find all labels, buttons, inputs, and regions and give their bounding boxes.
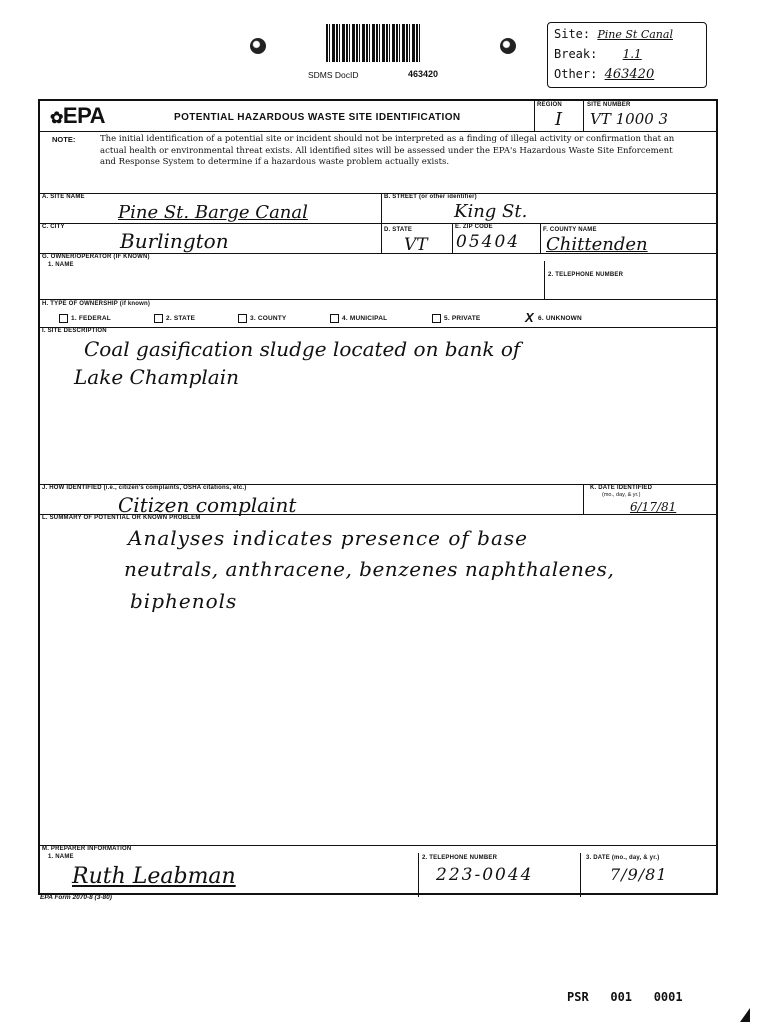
date-identified-sublabel: (mo., day, & yr.) [602,492,641,498]
stamp-break-value: 1.1 [622,47,642,61]
owner-phone-label: 2. TELEPHONE NUMBER [548,272,624,278]
site-number-value: VT 1000 3 [590,110,669,128]
site-name-value: Pine St. Barge Canal [118,202,308,223]
checkbox-private[interactable] [432,314,441,323]
region-value: I [555,109,563,130]
summary-line-1: Analyses indicates presence of base [128,526,528,550]
street-label: B. STREET (or other identifier) [384,194,477,200]
form-title: POTENTIAL HAZARDOUS WASTE SITE IDENTIFICATION [174,112,461,123]
page-corner-fold-icon [740,1008,750,1022]
site-description-label: I. SITE DESCRIPTION [42,328,107,334]
city-value: Burlington [120,229,229,253]
ownership-option-federal[interactable]: 1. FEDERAL [59,314,111,323]
ownership-option-unknown[interactable]: X 6. UNKNOWN [525,310,582,325]
owner-name-label: 1. NAME [48,262,74,268]
site-description-line-2: Lake Champlain [74,365,239,389]
site-description-line-1: Coal gasification sludge located on bank of [84,337,521,361]
preparer-phone-value: 223-0044 [436,865,534,885]
checkbox-unknown-checked[interactable] [525,310,535,325]
epa-form-2070-8 [38,99,718,895]
routing-stamp [547,22,707,88]
note-text: The initial identification of a potential site or incident should not be interpreted as a finding of illegal activity or confirmation that an actual health or environmental threat exists. All identified sites will be assessed under the EPA's Hazardous Waste Site Enforcement and Response System to determine if a hazardous waste problem actually exists. [100,134,675,167]
checkbox-county[interactable] [238,314,247,323]
stamp-other-label: Other: [554,67,598,81]
preparer-phone-label: 2. TELEPHONE NUMBER [422,855,498,861]
date-identified-label: K. DATE IDENTIFIED [590,485,653,491]
sdms-docid-label: SDMS DocID [308,70,359,80]
punch-hole-right-icon [500,38,516,54]
stamp-site-label: Site: [554,27,591,41]
state-value: VT [404,235,428,255]
checkbox-municipal[interactable] [330,314,339,323]
owner-operator-label: G. OWNER/OPERATOR (IF KNOWN) [42,254,150,260]
ownership-option-county[interactable]: 3. COUNTY [238,314,286,323]
epa-flower-icon: ✿ [50,110,63,127]
barcode [326,24,420,62]
state-label: D. STATE [384,227,413,233]
checkbox-state[interactable] [154,314,163,323]
zip-label: E. ZIP CODE [455,224,493,230]
county-value: Chittenden [546,234,648,255]
form-number: EPA Form 2070-8 (3-80) [40,894,112,901]
how-identified-value: Citizen complaint [118,493,297,517]
preparer-name-label: 1. NAME [48,854,74,860]
checkmark-x-icon: X [525,310,534,325]
zip-value: 05404 [456,232,521,252]
summary-label: L. SUMMARY OF POTENTIAL OR KNOWN PROBLEM [42,515,201,521]
date-identified-value: 6/17/81 [630,500,677,514]
ownership-option-state[interactable]: 2. STATE [154,314,195,323]
psr-page-number: PSR 001 0001 [567,990,683,1004]
sdms-docid-value: 463420 [408,69,439,79]
preparer-date-label: 3. DATE (mo., day, & yr.) [586,855,660,861]
how-identified-label: J. HOW IDENTIFIED (i.e., citizen's complaints, OSHA citations, etc.) [42,485,247,491]
stamp-site-value: Pine St Canal [597,28,673,41]
note-label: NOTE: [52,135,76,144]
site-number-label: SITE NUMBER [587,102,631,108]
ownership-option-private[interactable]: 5. PRIVATE [432,314,480,323]
street-value: King St. [454,201,528,222]
region-label: REGION [537,102,562,108]
checkbox-federal[interactable] [59,314,68,323]
city-label: C. CITY [42,224,65,230]
summary-line-3: biphenols [130,589,238,613]
ownership-option-municipal[interactable]: 4. MUNICIPAL [330,314,387,323]
epa-logo: ✿EPA [50,103,106,128]
stamp-break-label: Break: [554,47,598,61]
preparer-name-value: Ruth Leabman [72,864,236,889]
ownership-type-label: H. TYPE OF OWNERSHIP (if known) [42,301,151,307]
punch-hole-left-icon [250,38,266,54]
stamp-other-value: 463420 [604,67,655,82]
site-name-label: A. SITE NAME [42,194,85,200]
summary-line-2: neutrals, anthracene, benzenes naphthalenes, [124,557,615,581]
preparer-information-label: M. PREPARER INFORMATION [42,846,132,852]
county-label: F. COUNTY NAME [543,227,597,233]
preparer-date-value: 7/9/81 [610,865,668,884]
